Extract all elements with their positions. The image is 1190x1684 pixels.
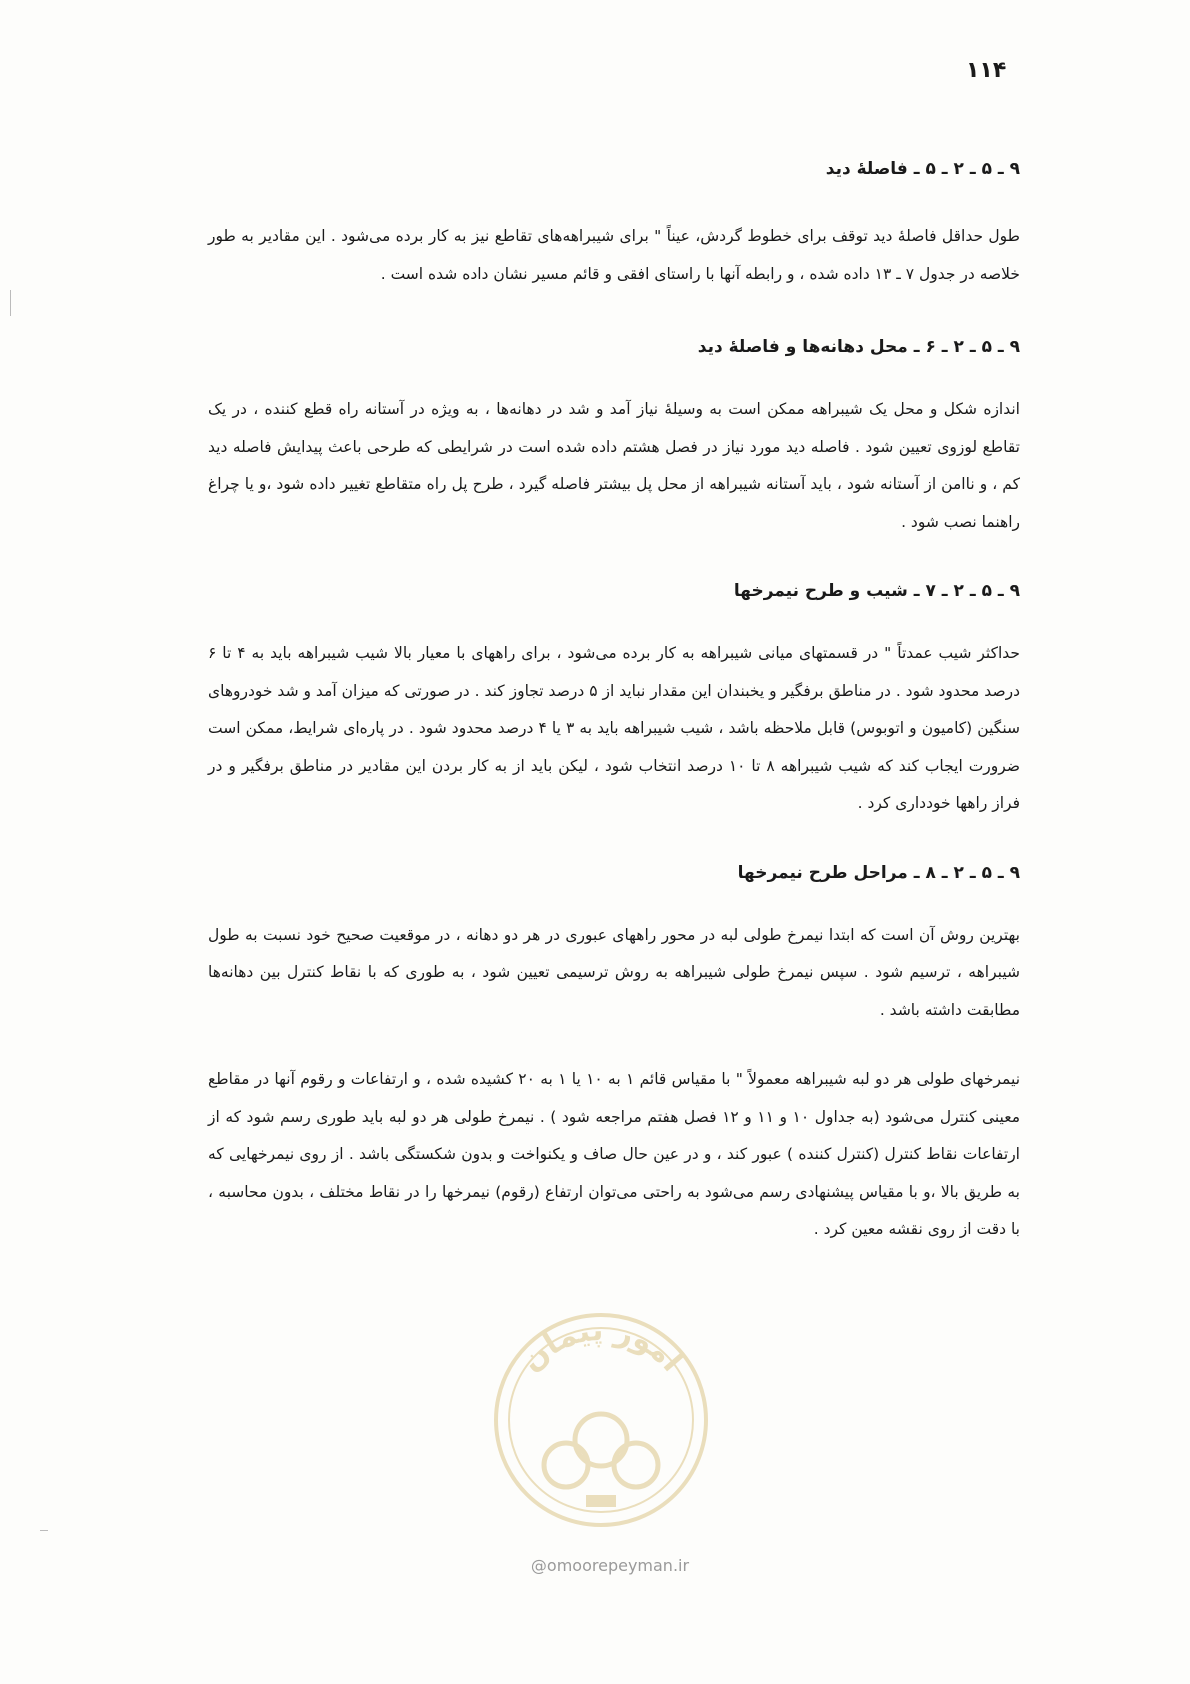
watermark-logo-text: امور پیمان — [513, 1312, 690, 1379]
paragraph: اندازه شکل و محل یک شیبراهه ممکن است به وسیلهٔ نیاز آمد و شد در دهانه‌ها ، به ویژه در آستانه راه قطع کننده ، در یک تقاطع لوزوی تعیین شود . فاصله دید مورد نیاز در فصل هشتم داده شده است در شرایطی که طرحی باعث پیدایش فاصله دید کم ، و ناامن از آستانه شود ، باید آستانه شیبراهه از محل پل بیشتر فاصله گیرد ، طرح پل راه متقاطع تغییر داده شود ،و یا چراغ راهنما نصب شود . — [208, 400, 1020, 531]
document-body — [208, 155, 1020, 1249]
paragraph: طول حداقل فاصلهٔ دید توقف برای خطوط گردش، عیناً " برای شیبراهه‌های تقاطع نیز به کار برده می‌شود . این مقادیر به طور خلاصه در جدول ۷ ـ ۱۳ داده شده ، و رابطه آنها با راستای افقی و قائم مسیر نشان داده شده است . — [208, 227, 1020, 283]
section-heading: ۹ ـ ۵ ـ ۲ ـ ۷ ـ شیب و طرح نیمرخها — [733, 581, 1020, 601]
section-heading: ۹ ـ ۵ ـ ۲ ـ ۵ ـ فاصلهٔ دید — [825, 159, 1020, 179]
paragraph: نیمرخهای طولی هر دو لبه شیبراهه معمولاً " با مقیاس قائم ۱ به ۱۰ یا ۱ به ۲۰ کشیده شده ، و ارتفاعات و رقوم آنها در مقاطع معینی کنترل می‌شود (به جداول ۱۰ و ۱۱ و ۱۲ فصل هفتم مراجعه شود ) . نیمرخ طولی هر دو لبه باید طوری رسم شود که از ارتفاعات نقاط کنترل (کنترل کننده ) عبور کند ، و در عین حال صاف و یکنواخت و بدون شکستگی باشد . از روی نیمرخهایی که به طریق بالا ،و با مقیاس پیشنهادی رسم می‌شود به راحتی می‌توان ارتفاع (رقوم) نیمرخها را در نقاط مختلف ، بدون محاسبه ، با دقت از روی نقشه معین کرد . — [208, 1070, 1021, 1238]
section-heading: ۹ ـ ۵ ـ ۲ ـ ۸ ـ مراحل طرح نیمرخها — [737, 862, 1020, 883]
scan-mark — [40, 1530, 48, 1531]
svg-text:امور پیمان — [514, 1313, 689, 1379]
watermark-url: @omoorepeyman.ir — [530, 1556, 690, 1575]
paragraph: بهترین روش آن است که ابتدا نیمرخ طولی لبه در محور راههای عبوری در هر دو دهانه ، در موقعیت صحیح خود نسبت به طول شیبراهه ، ترسیم شود . سپس نیمرخ طولی شیبراهه به روش ترسیمی تعیین شود ، به طوری که با نقاط کنترل بین دهانه‌ها مطابقت داشته باشد . — [208, 925, 1020, 1019]
page-number: ۱۱۴ — [966, 58, 1007, 83]
paragraph: حداکثر شیب عمدتاً " در قسمتهای میانی شیبراهه به کار برده می‌شود ، برای راههای با معیار بالا شیب شیبراهه باید به ۴ تا ۶ درصد محدود شود . در مناطق برفگیر و یخبندان این مقدار نباید از ۵ درصد تجاوز کند . در صورتی که میزان آمد و شد خودروهای سنگین (کامیون و اتوبوس) قابل ملاحظه باشد ، شیب شیبراهه باید به ۳ یا ۴ درصد محدود شود . در پاره‌ای شرایط، ممکن است ضرورت ایجاب کند که شیب شیبراهه ۸ تا ۱۰ درصد انتخاب شود ، لیکن باید از به کار بردن این مقادیر در مناطق برفگیر و در فراز راهها خودداری کرد . — [208, 644, 1021, 812]
section-heading: ۹ ـ ۵ ـ ۲ ـ ۶ ـ محل دهانه‌ها و فاصلهٔ دید — [697, 337, 1020, 357]
watermark-logo — [486, 1305, 716, 1535]
scan-mark — [10, 290, 11, 316]
